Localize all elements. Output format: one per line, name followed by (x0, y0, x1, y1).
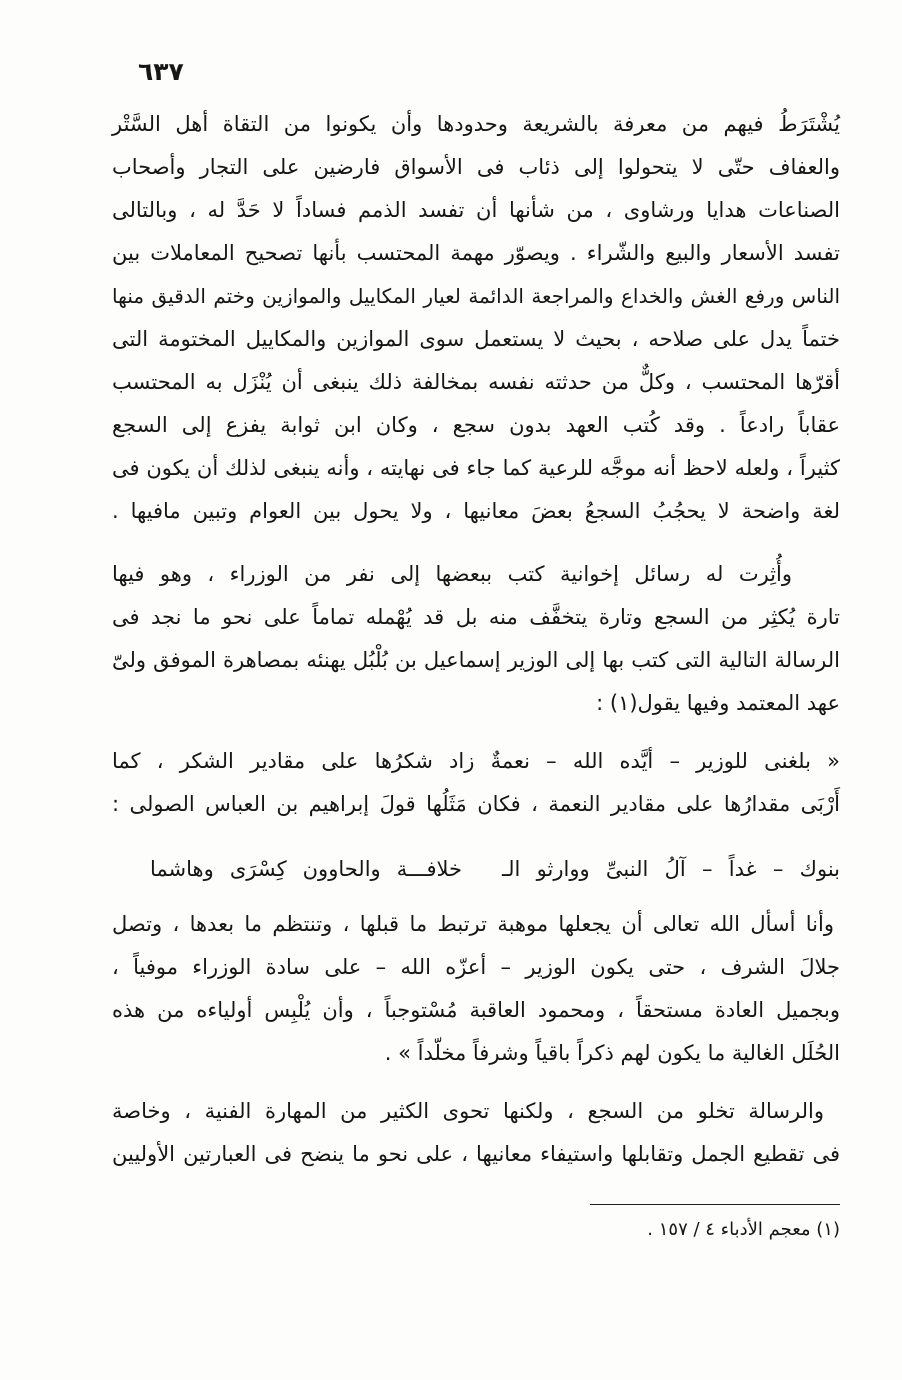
page-number: ٦٣٧ (138, 57, 184, 86)
verse-line (150, 848, 840, 891)
paragraph-3 (112, 1090, 840, 1176)
text-line: كثيراً ، ولعله لاحظ أنه موجَّه للرعية كما جاء فى نهايته ، وأنه ينبغى لذلك أن يكون فى (112, 456, 840, 480)
quotation-opening (112, 740, 840, 826)
text-line: عهد المعتمد وفيها يقول(١) : (596, 691, 840, 715)
footnote-separator (590, 1204, 840, 1205)
text-line: الصناعات هدايا ورشاوى ، من شأنها أن تفسد الذمم فساداً لا حَدَّ له ، وبالتالى (112, 198, 840, 222)
text-line: تفسد الأسعار والبيع والشّراء . ويصوّر مهمة المحتسب بأنها تصحيح المعاملات بين (112, 241, 840, 265)
text-line: يُشْتَرَطُ فيهم من معرفة بالشريعة وحدودها وأن يكونوا من التقاة أهل السَّتْر (112, 112, 840, 136)
text-line: الرسالة التالية التى كتب بها إلى الوزير إسماعيل بن بُلْبُل يهنئه بمصاهرة الموفق ولىّ (112, 648, 840, 672)
paragraph-2 (112, 553, 840, 725)
text-line: ختماً يدل على صلاحه ، بحيث لا يستعمل سوى الموازين والمكاييل المختومة التى (112, 327, 840, 351)
quote-line: وأنا أسأل الله تعالى أن يجعلها موهبة ترتبط ما قبلها ، وتنتظم ما بعدها ، وتصل (112, 912, 834, 936)
footnote: (١) معجم الأدباء ٤ / ١٥٧ . (647, 1219, 840, 1240)
quote-line: أَرْبَى مقدارُها على مقادير النعمة ، فكان مَثَلُها قولَ إبراهيم بن العباس الصولى : (112, 792, 840, 816)
quote-line: الحُلَل الغالية ما يكون لهم ذكراً باقياً وشرفاً مخلّداً » . (384, 1041, 840, 1065)
verse-second-hemistich: خلافـــة والحاوون كِسْرَى وهاشما (150, 857, 462, 881)
text-line: أقرّها المحتسب ، وكلٌّ من حدثته نفسه بمخالفة ذلك ينبغى أن يُنْزَل به المحتسب (112, 370, 840, 394)
text-line: الناس ورفع الغش والخداع والمراجعة الدائمة لعيار المكاييل والموازين وختم الدقيق منها (112, 284, 840, 308)
quotation-closing (112, 903, 840, 1075)
text-line: فى تقطيع الجمل وتقابلها واستيفاء معانيها ، على نحو ما ينضح فى العبارتين الأوليين (112, 1142, 840, 1166)
quote-line: جلالَ الشرف ، حتى يكون الوزير – أعزّه الله – على سادة الوزراء موفياً ، (112, 955, 840, 979)
text-line: تارة يُكثِر من السجع وتارة يتخفَّف منه بل قد يُهْمله تماماً على نحو ما نجد فى (112, 605, 840, 629)
quote-line: وبجميل العادة مستحقاً ، ومحمود العاقبة مُسْتوجباً ، وأن يُلْبِس أولياءه من هذه (112, 998, 840, 1022)
quote-line: « بلغنى للوزير – أيَّده الله – نعمةٌ زاد شكرُها على مقادير الشكر ، كما (112, 749, 840, 773)
text-line: لغة واضحة لا يحجُبُ السجعُ بعضَ معانيها ، ولا يحول بين العوام وتبين مافيها . (112, 499, 840, 523)
verse-first-hemistich: بنوك – غداً – آلُ النبىِّ ووارثو الـ (502, 857, 840, 881)
text-line: عقاباً رادعاً . وقد كُتب العهد بدون سجع ، وكان ابن ثوابة يفزع إلى السجع (112, 413, 840, 437)
text-line: والعفاف حتّى لا يتحولوا إلى ذئاب فى الأسواق فارضين على التجار وأصحاب (112, 155, 840, 179)
text-line: والرسالة تخلو من السجع ، ولكنها تحوى الكثير من المهارة الفنية ، وخاصة (112, 1099, 824, 1123)
text-line: وأُثِرت له رسائل إخوانية كتب ببعضها إلى نفر من الوزراء ، وهو فيها (112, 562, 792, 586)
paragraph-1 (112, 103, 840, 533)
